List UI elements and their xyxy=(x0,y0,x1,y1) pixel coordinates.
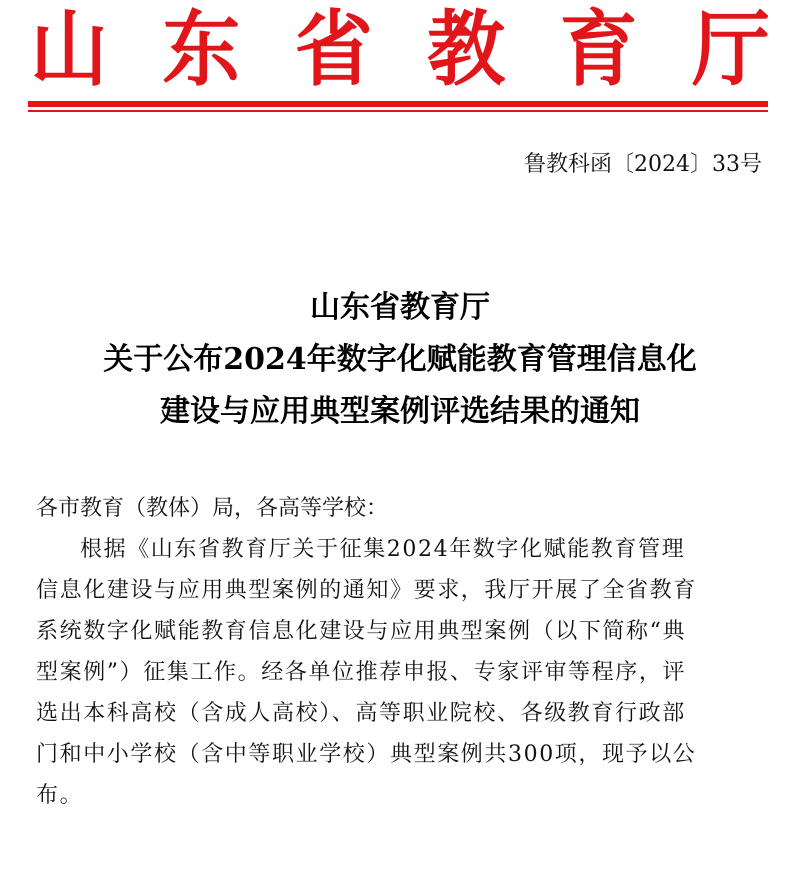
paragraph-line: 系统数字化赋能教育信息化建设与应用典型案例（以下简称“典 xyxy=(36,619,687,644)
letterhead-char: 厅 xyxy=(691,1,770,98)
document-body xyxy=(36,488,774,816)
document-title xyxy=(20,282,780,438)
letterhead-divider-thick xyxy=(28,101,768,107)
paragraph-line: 门和中小学校（含中等职业学校）典型案例共300项，现予以公 xyxy=(36,742,697,767)
title-line-3: 建设与应用典型案例评选结果的通知 xyxy=(160,394,640,429)
letterhead-char: 东 xyxy=(162,1,241,98)
paragraph-line: 型案例”）征集工作。经各单位推荐申报、专家评审等程序，评 xyxy=(36,660,687,685)
letterhead-char: 育 xyxy=(559,1,638,98)
letterhead-char: 教 xyxy=(427,1,506,98)
letterhead-char: 省 xyxy=(294,1,373,98)
body-paragraph xyxy=(36,529,774,816)
salutation: 各市教育（教体）局，各高等学校： xyxy=(36,496,389,521)
paragraph-line: 选出本科高校（含成人高校）、高等职业院校、各级教育行政部 xyxy=(36,701,686,726)
title-line-1: 山东省教育厅 xyxy=(310,290,490,325)
title-line-2: 关于公布2024年数字化赋能教育管理信息化 xyxy=(103,342,697,377)
document-number: 鲁教科函〔2024〕33号 xyxy=(524,152,762,177)
paragraph-line: 信息化建设与应用典型案例的通知》要求，我厅开展了全省教育 xyxy=(36,578,697,603)
letterhead-char: 山 xyxy=(30,1,109,98)
letterhead-title xyxy=(30,1,770,98)
paragraph-line: 布。 xyxy=(36,783,84,808)
letterhead-divider-thin xyxy=(28,110,768,112)
paragraph-line: 根据《山东省教育厅关于征集2024年数字化赋能教育管理 xyxy=(80,537,686,562)
